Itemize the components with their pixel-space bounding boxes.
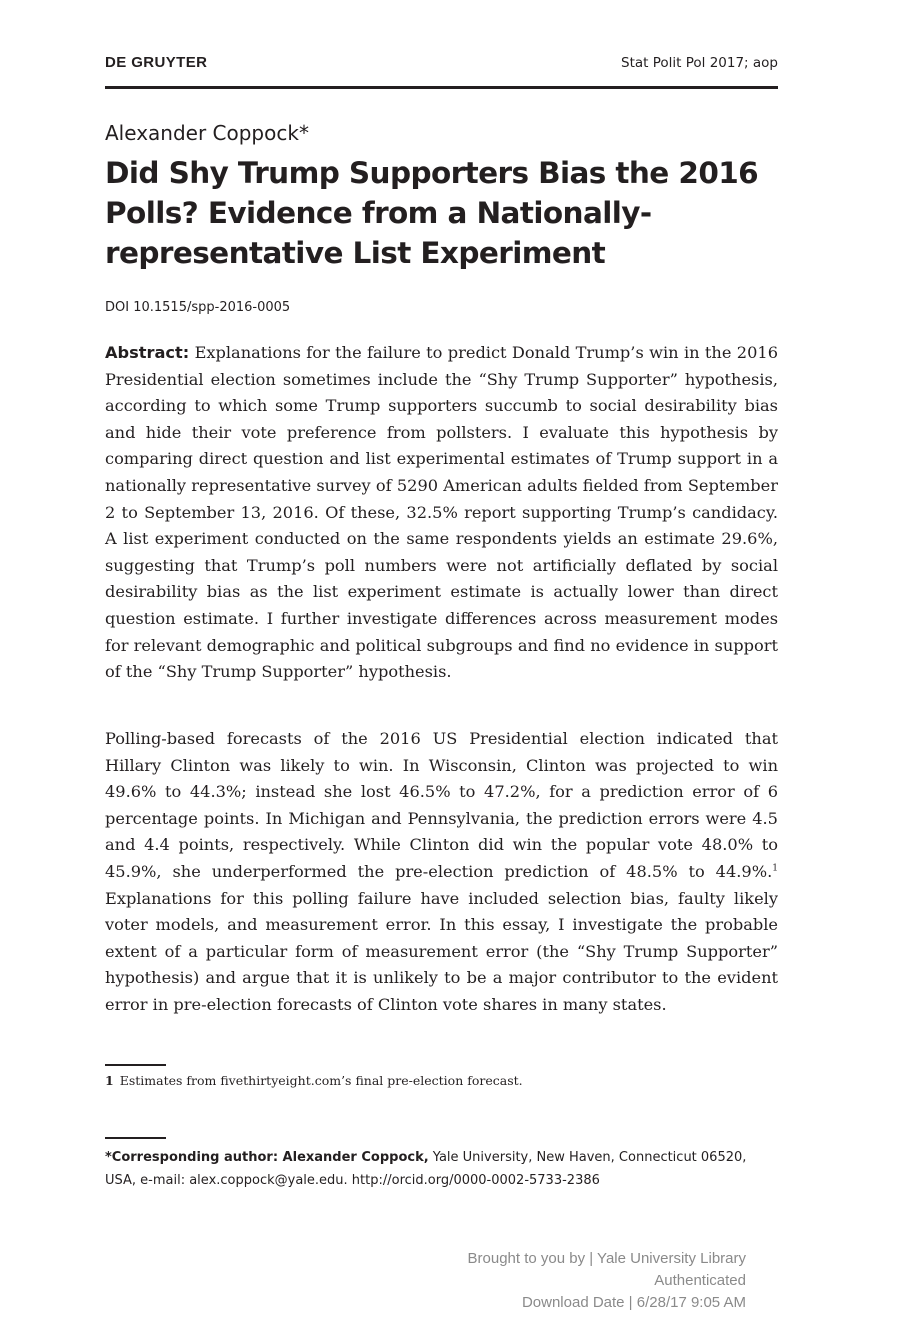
- footnote-number: 1: [105, 1073, 114, 1088]
- footnote-text: Estimates from fivethirtyeight.com’s final pre-election forecast.: [119, 1073, 523, 1088]
- author-note-divider: [105, 1137, 166, 1139]
- abstract-text: Explanations for the failure to predict Donald Trump’s win in the 2016 Presidential election sometimes include the “Shy Trump Supporter” hypothesis, according to which some Trump supporters succumb to social desirability bias and hide their vote preference from pollsters. I evaluate this hypothesis by comparing direct question and list experimental estimates of Trump support in a nationally representative survey of 5290 American adults fielded from September 2 to September 13, 2016. Of these, 32.5% report supporting Trump’s candidacy. A list experiment conducted on the same respondents yields an estimate 29.6%, suggesting that Trump’s poll numbers were not artificially deflated by social desirability bias as the list experiment estimate is actually lower than direct question estimate. I further investigate differences across measurement modes for relevant demographic and political subgroups and find no evidence in support of the “Shy Trump Supporter” hypothesis.: [105, 343, 778, 682]
- journal-reference: Stat Polit Pol 2017; aop: [621, 55, 778, 71]
- watermark-line-2: Authenticated: [654, 1272, 746, 1289]
- body-text-part2: Explanations for this polling failure have included selection bias, faulty likely voter models, and measurement error. In this essay, I investigate the probable extent of a particular form of measurement error (the “Shy Trump Supporter” hypothesis) and argue that it is unlikely to be a major contributor to the evident error in pre-election forecasts of Clinton vote shares in many states.: [105, 888, 778, 1014]
- abstract: [105, 340, 778, 686]
- corresponding-author-label: *Corresponding author: Alexander Coppock,: [105, 1150, 429, 1165]
- watermark-line-1: Brought to you by | Yale University Library: [467, 1250, 746, 1267]
- access-watermark: [468, 1248, 746, 1314]
- abstract-label: Abstract:: [105, 343, 190, 362]
- corresponding-author-details: Yale University, New Haven, Connecticut 06520, USA, e-mail: alex.coppock@yale.edu. http://orcid.org/0000-0002-5733-2386: [105, 1150, 747, 1188]
- footnote-divider: [105, 1064, 166, 1066]
- body-paragraph: [105, 726, 778, 1019]
- article-title: Did Shy Trump Supporters Bias the 2016 Polls? Evidence from a Nationally-representative List Experiment: [105, 156, 759, 270]
- header-divider: [105, 86, 778, 89]
- body-text-part1: Polling-based forecasts of the 2016 US Presidential election indicated that Hillary Clinton was likely to win. In Wisconsin, Clinton was projected to win 49.6% to 44.3%; instead she lost 46.5% to 47.2%, for a prediction error of 6 percentage points. In Michigan and Pennsylvania, the prediction errors were 4.5 and 4.4 points, respectively. While Clinton did win the popular vote 48.0% to 45.9%, she underperformed the pre-election prediction of 48.5% to 44.9%.: [105, 729, 778, 881]
- footnote-reference[interactable]: 1: [772, 863, 778, 874]
- watermark-line-3: Download Date | 6/28/17 9:05 AM: [521, 1294, 746, 1311]
- corresponding-author-note: [105, 1146, 778, 1192]
- publisher-logo: DE GRUYTER: [105, 54, 208, 71]
- footnote: [105, 1073, 523, 1088]
- author-name: Alexander Coppock*: [105, 121, 309, 145]
- doi: DOI 10.1515/spp-2016-0005: [105, 300, 291, 315]
